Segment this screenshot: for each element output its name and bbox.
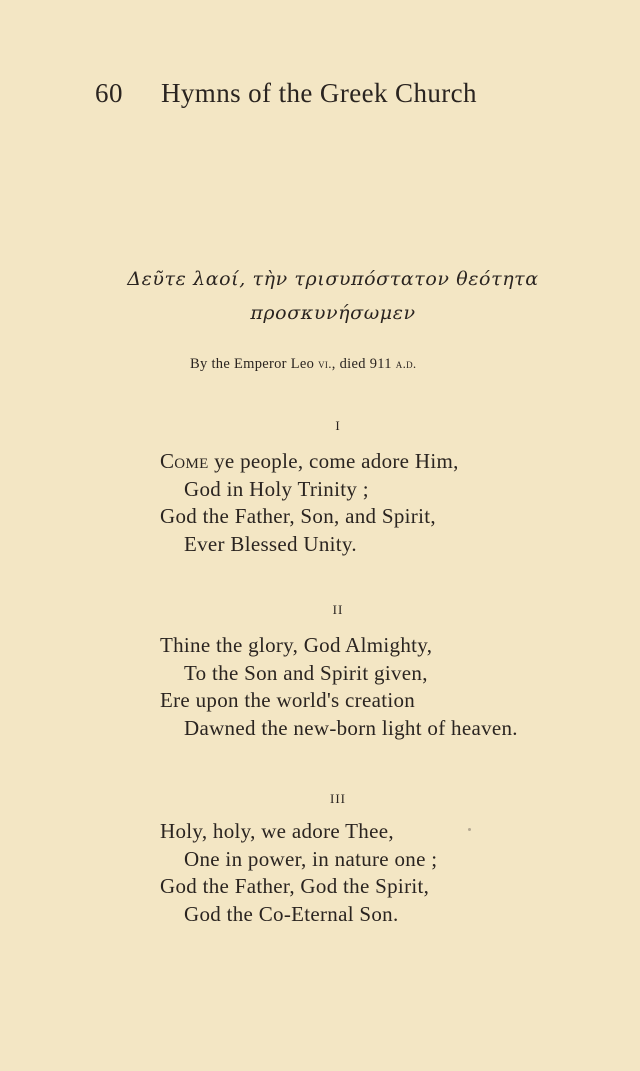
greek-title-line-2: προσκυνήσωμεν [250, 302, 416, 324]
attribution-prefix: By the Emperor Leo [190, 356, 315, 372]
stanza-3 [160, 818, 437, 928]
stanza-3-line-3: God the Father, God the Spirit, [160, 874, 430, 898]
stanza-numeral-2: II [332, 602, 344, 617]
stanza-2-line-1: Thine the glory, God Almighty, [160, 633, 433, 657]
stanza-2 [160, 632, 518, 742]
stanza-2-line-2: To the Son and Spirit given, [184, 660, 428, 685]
stanza-3-line-2: One in power, in nature one ; [184, 846, 438, 871]
stanza-1-line-1 [160, 448, 459, 476]
stanza-1-line-1-rest: ye people, come adore Him, [208, 449, 459, 473]
stanza-1-line-3: God the Father, Son, and Spirit, [160, 504, 436, 528]
stanza-1 [160, 448, 459, 558]
stanza-2-line-3: Ere upon the world's creation [160, 688, 416, 712]
attribution [190, 356, 416, 373]
greek-title-line-1: Δεῦτε λαοί, τὴν τρισυπόστατον θεότητα [127, 268, 539, 290]
stanza-1-line-4: Ever Blessed Unity. [184, 531, 357, 556]
stanza-numeral-3: III [330, 791, 346, 806]
attribution-regnal: vi. [318, 356, 332, 371]
running-head: Hymns of the Greek Church [161, 78, 477, 108]
stanza-3-line-4: God the Co-Eternal Son. [184, 901, 399, 926]
stanza-1-first-word: Come [160, 449, 209, 473]
stanza-3-line-1: Holy, holy, we adore Thee, [160, 819, 394, 843]
stanza-numeral-1: I [335, 418, 341, 433]
attribution-era: a.d. [395, 356, 417, 371]
stanza-1-line-2: God in Holy Trinity ; [184, 476, 369, 501]
stanza-2-line-4: Dawned the new-born light of heaven. [184, 715, 518, 740]
paper-speck [468, 828, 471, 831]
attribution-suffix: , died 911 [331, 356, 392, 372]
page-number: 60 [95, 78, 123, 108]
